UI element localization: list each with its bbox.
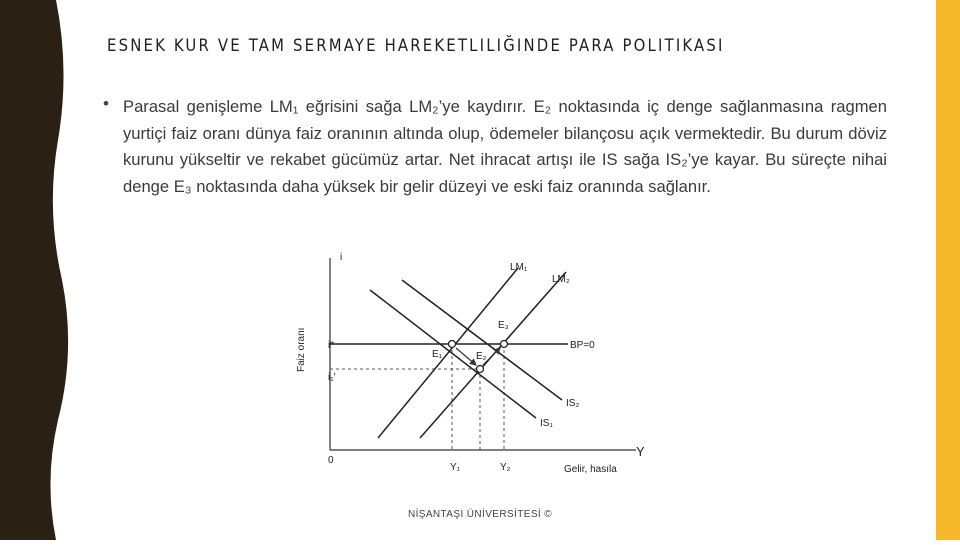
is1-label: IS₁ <box>540 418 553 429</box>
e3-point <box>501 341 508 348</box>
x-axis-end-label: Y <box>636 444 645 459</box>
y1-label: Y₁ <box>450 462 461 473</box>
origin-label: 0 <box>328 455 334 466</box>
bp-label: BP=0 <box>570 340 595 351</box>
y2-label: Y₂ <box>500 462 511 473</box>
y-axis-top-label: i <box>340 252 343 263</box>
lm2-label: LM₂ <box>552 274 570 285</box>
tick-i-world: i* <box>328 340 335 351</box>
shift-arrow-e1-e2 <box>456 348 476 365</box>
is1-curve <box>370 290 536 418</box>
footer-text: NİŞANTAŞI ÜNİVERSİTESİ © <box>407 509 553 520</box>
is2-curve <box>402 280 562 400</box>
is-lm-bp-diagram <box>290 240 650 485</box>
y-axis-label: Faiz oranı <box>296 327 307 372</box>
is2-label: IS₂ <box>566 398 580 409</box>
e2-label: E₂ <box>476 351 487 362</box>
e3-label: E₃ <box>498 320 509 331</box>
bullet-item <box>103 94 887 200</box>
bullet-text: Parasal genişleme LM₁ eğrisini sağa LM₂’ye kaydırır. E₂ noktasında iç denge sağlanmasına ragmen yurtiçi faiz oranı dünya faiz oranının altında olup, ödemeler bilançosu açık vermektedir. Bu durum döviz kurunu yükseltir ve rekabet gücümüz artar. Net ihracat artışı ile IS sağa IS₂’ye kayar. Bu süreçte nihai denge E₃ noktasında daha yüksek bir gelir düzeyi ve eski faiz oranında sağlanır. <box>123 97 887 196</box>
e1-label: E₁ <box>432 349 443 360</box>
lm1-label: LM₁ <box>510 262 528 273</box>
right-accent-bar <box>936 0 960 540</box>
e1-point <box>449 341 456 348</box>
right-decor-strip <box>924 0 936 540</box>
bullet-dot: • <box>103 94 109 113</box>
lm1-curve <box>378 268 518 438</box>
tick-i-low: i₁' <box>328 372 336 383</box>
x-axis-label: Gelir, hasıla <box>564 464 617 475</box>
e2-point <box>477 366 484 373</box>
slide-title: ESNEK KUR VE TAM SERMAYE HAREKETLILIĞINDE PARA POLITIKASI <box>107 36 725 55</box>
left-decor-bar <box>0 0 72 540</box>
